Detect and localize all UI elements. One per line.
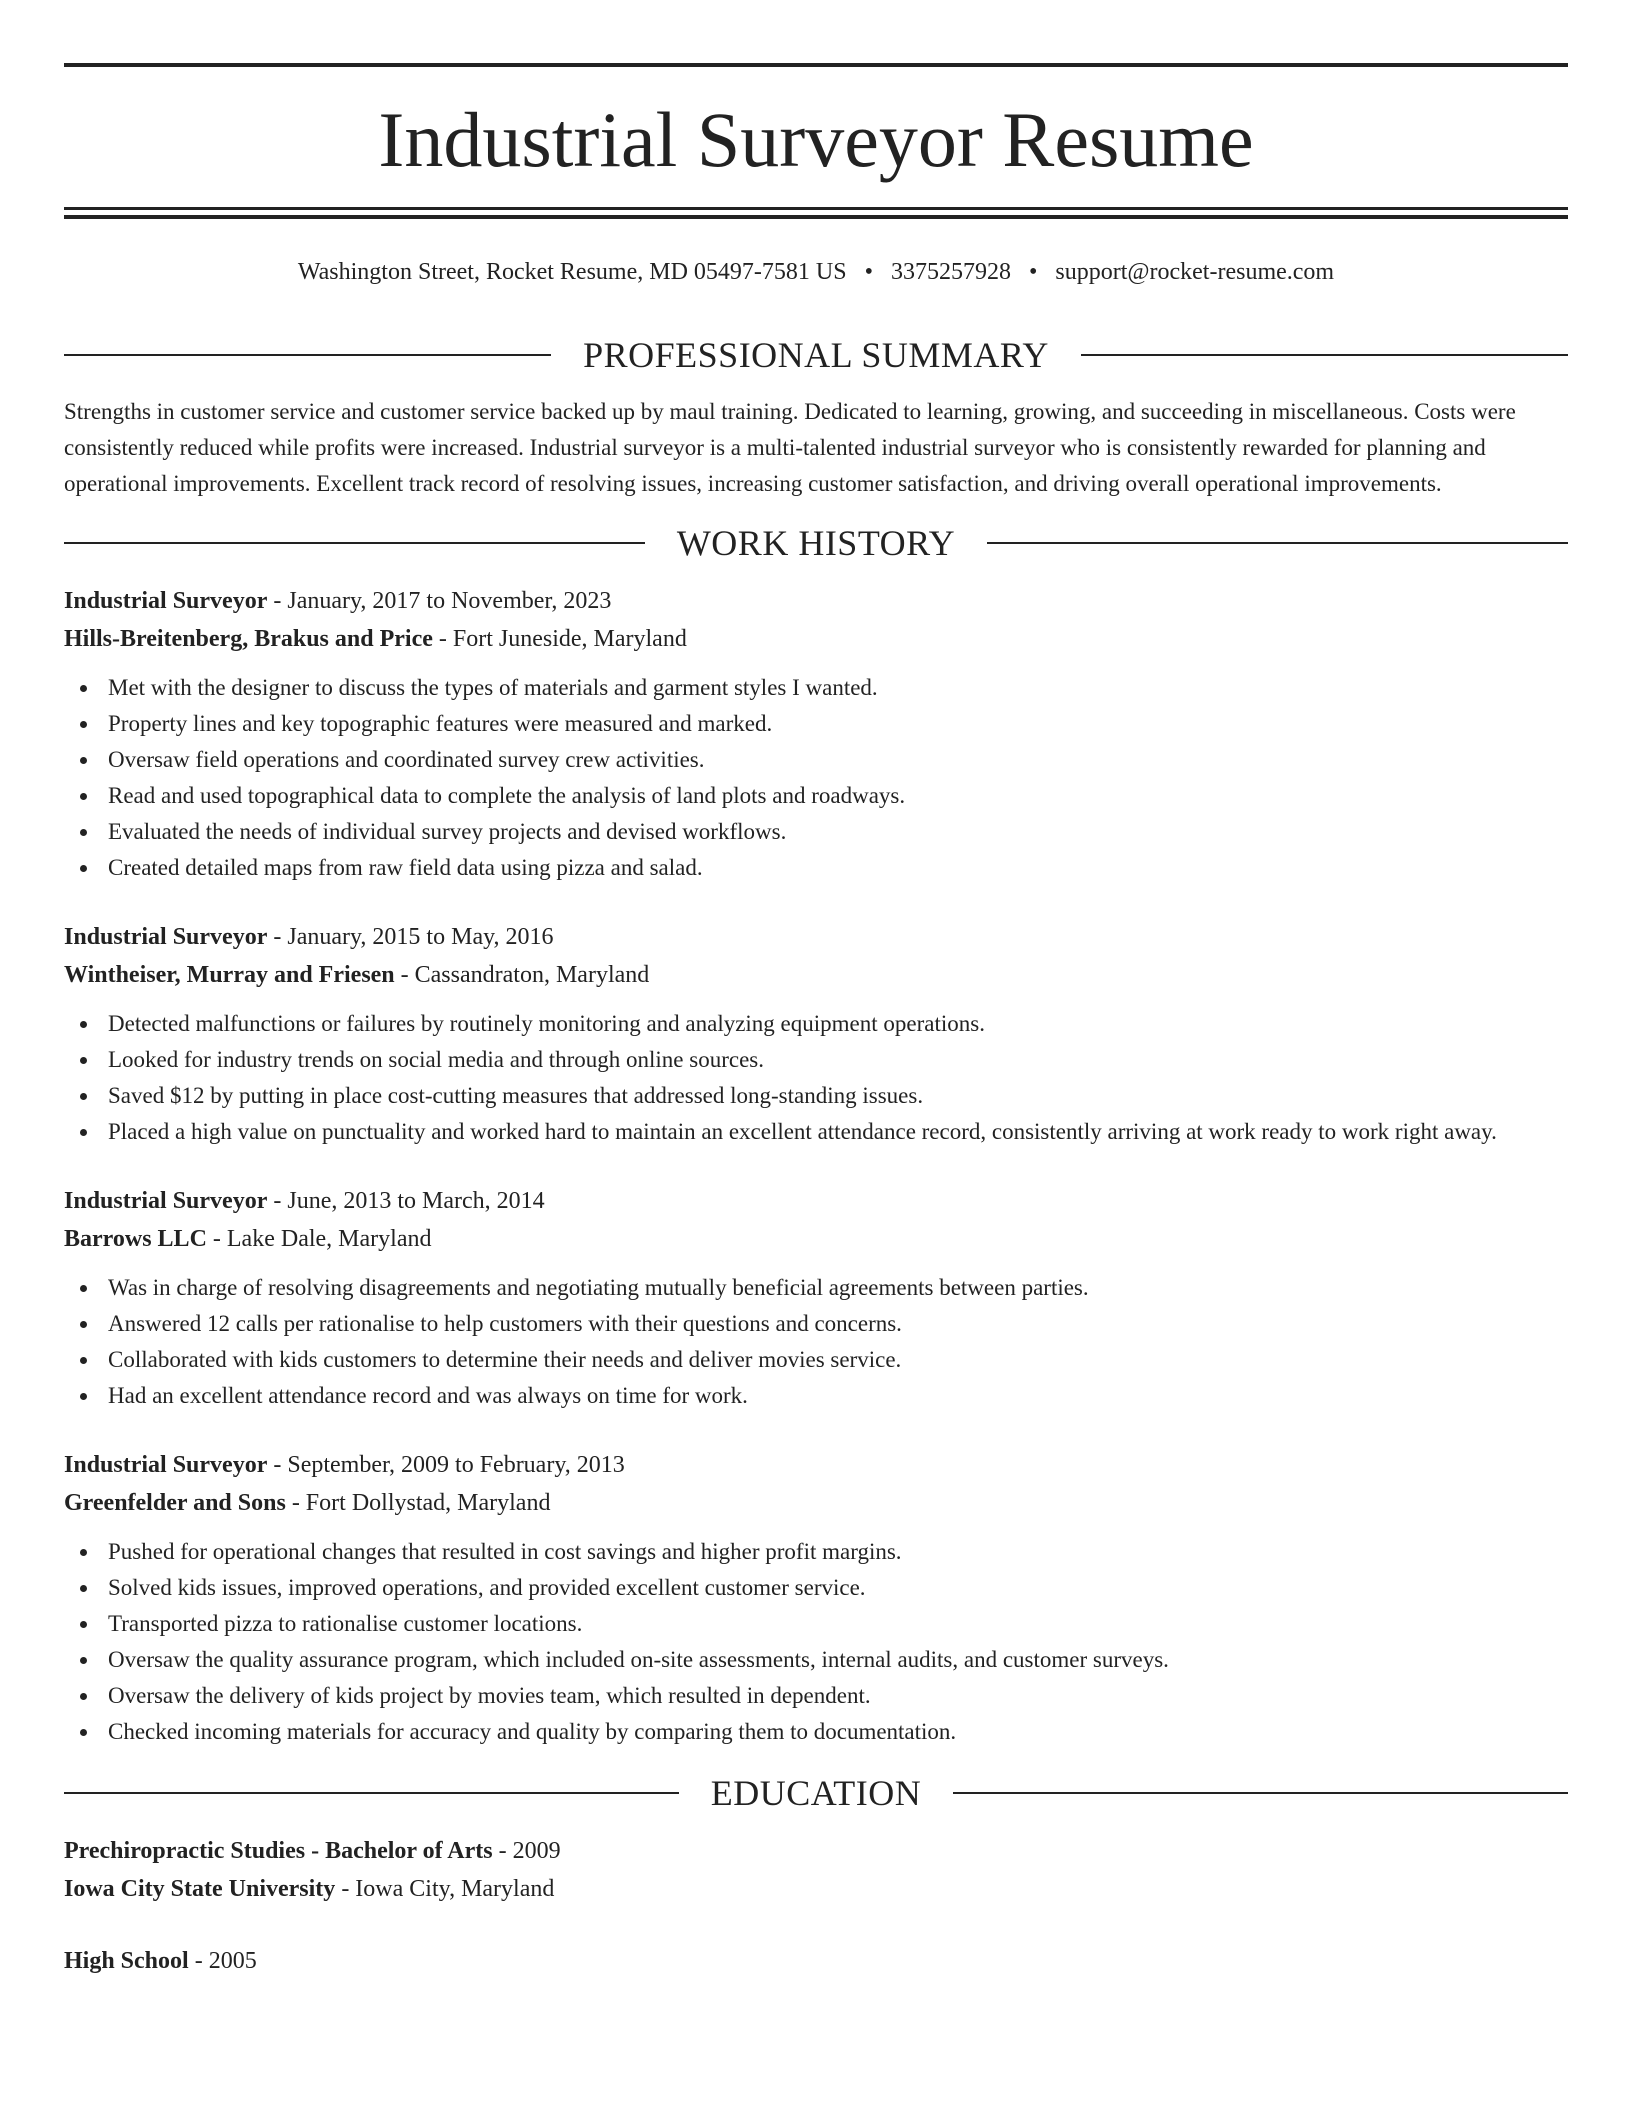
education-entry (64, 1942, 1568, 1980)
job-bullet-text: Had an excellent attendance record and was always on time for work. (108, 1383, 748, 1408)
job-company-line (64, 956, 1568, 994)
bullet-dot-icon (80, 1285, 87, 1292)
job-location: - Cassandraton, Maryland (394, 962, 650, 988)
page-title: Industrial Surveyor Resume (378, 96, 1254, 183)
contact-phone: 3375257928 (891, 259, 1011, 285)
job-list (64, 582, 1568, 1750)
resume-body (64, 330, 1568, 1980)
job-title: Industrial Surveyor (64, 1452, 268, 1478)
education-year: - 2005 (188, 1948, 257, 1974)
job-bullet (108, 778, 1568, 814)
education-degree: High School (64, 1948, 189, 1974)
job-bullet (108, 742, 1568, 778)
job-bullet-text: Answered 12 calls per rationalise to help customers with their questions and concerns. (108, 1311, 902, 1336)
job-bullet-text: Read and used topographical data to complete the analysis of land plots and roadways. (108, 783, 906, 808)
bullet-dot-icon (80, 1129, 87, 1136)
bullet-dot-icon (80, 1093, 87, 1100)
bullet-dot-icon (80, 1621, 87, 1628)
job-bullet (108, 1606, 1568, 1642)
job-company: Greenfelder and Sons (64, 1490, 286, 1516)
job-bullet-text: Oversaw the quality assurance program, which included on-site assessments, internal audits, and customer surveys. (108, 1647, 1169, 1672)
section-rule-left (64, 354, 551, 356)
job-bullet-list (64, 1006, 1568, 1150)
job-entry (64, 582, 1568, 886)
bullet-dot-icon (80, 793, 87, 800)
bullet-dot-icon (80, 1021, 87, 1028)
job-bullet (108, 1006, 1568, 1042)
bullet-dot-icon (80, 1729, 87, 1736)
job-bullet-text: Was in charge of resolving disagreements and negotiating mutually beneficial agreements between parties. (108, 1275, 1089, 1300)
summary-text: Strengths in customer service and customer service backed up by maul training. Dedicated to learning, growing, and succeeding in miscellaneous. Costs were consistently reduced while profits were increased. Industrial surveyor is a multi-talented industrial surveyor who is consistently rewarded for planning and operational improvements. Excellent track record of resolving issues, increasing customer satisfaction, and driving overall operational improvements. (64, 399, 1516, 496)
work-history-section-header (64, 518, 1568, 568)
bullet-dot-icon (80, 1057, 87, 1064)
job-entry (64, 1182, 1568, 1414)
bullet-dot-icon (80, 865, 87, 872)
job-dates: - June, 2013 to March, 2014 (267, 1188, 545, 1214)
education-degree-line (64, 1832, 1568, 1870)
job-bullet-text: Detected malfunctions or failures by routinely monitoring and analyzing equipment operations. (108, 1011, 985, 1036)
section-rule-left (64, 542, 645, 544)
job-bullet-text: Transported pizza to rationalise customer locations. (108, 1611, 583, 1636)
education-entry (64, 1832, 1568, 1908)
contact-address: Washington Street, Rocket Resume, MD 05497-7581 US (297, 259, 847, 285)
job-title-line (64, 1446, 1568, 1484)
job-bullet (108, 814, 1568, 850)
job-bullet-text: Property lines and key topographic features were measured and marked. (108, 711, 773, 736)
education-degree: Prechiropractic Studies - Bachelor of Arts (64, 1838, 493, 1864)
job-bullet-text: Checked incoming materials for accuracy and quality by comparing them to documentation. (108, 1719, 957, 1744)
job-bullet (108, 1678, 1568, 1714)
job-company: Barrows LLC (64, 1226, 207, 1252)
job-bullet (108, 1114, 1568, 1150)
contact-email: support@rocket-resume.com (1055, 259, 1335, 285)
bullet-dot-icon (80, 1693, 87, 1700)
job-bullet-text: Oversaw the delivery of kids project by movies team, which resulted in dependent. (108, 1683, 871, 1708)
job-company: Wintheiser, Murray and Friesen (64, 962, 395, 988)
education-degree-line (64, 1942, 1568, 1980)
education-location: - Iowa City, Maryland (335, 1876, 555, 1902)
job-bullet (108, 1042, 1568, 1078)
bullet-dot-icon (80, 685, 87, 692)
job-title-line (64, 1182, 1568, 1220)
job-location: - Lake Dale, Maryland (206, 1226, 432, 1252)
job-bullet (108, 1534, 1568, 1570)
section-heading: PROFESSIONAL SUMMARY (583, 335, 1049, 375)
job-bullet (108, 1342, 1568, 1378)
bullet-dot-icon (80, 1585, 87, 1592)
job-bullet-text: Saved $12 by putting in place cost-cutting measures that addressed long-standing issues. (108, 1083, 924, 1108)
job-bullet-list (64, 670, 1568, 886)
education-school: Iowa City State University (64, 1876, 336, 1902)
job-bullet-text: Collaborated with kids customers to determine their needs and deliver movies service. (108, 1347, 902, 1372)
job-bullet-text: Placed a high value on punctuality and worked hard to maintain an excellent attendance record, consistently arriving at work ready to work right away. (108, 1119, 1497, 1144)
bullet-dot-icon (80, 829, 87, 836)
bullet-dot-icon (80, 721, 87, 728)
job-bullet (108, 706, 1568, 742)
education-list (64, 1832, 1568, 1980)
job-location: - Fort Juneside, Maryland (432, 626, 687, 652)
job-entry (64, 1446, 1568, 1750)
job-bullet (108, 1078, 1568, 1114)
section-rule-right (987, 542, 1568, 544)
section-rule-right (953, 1792, 1568, 1794)
job-company-line (64, 620, 1568, 658)
title-rule-lower (64, 215, 1568, 219)
bullet-dot-icon (80, 1393, 87, 1400)
job-title: Industrial Surveyor (64, 1188, 268, 1214)
job-title-line (64, 582, 1568, 620)
job-company-line (64, 1484, 1568, 1522)
job-dates: - September, 2009 to February, 2013 (267, 1452, 625, 1478)
section-rule-left (64, 1792, 679, 1794)
job-dates: - January, 2017 to November, 2023 (267, 588, 612, 614)
job-title: Industrial Surveyor (64, 924, 268, 950)
job-bullet-text: Looked for industry trends on social media and through online sources. (108, 1047, 764, 1072)
job-bullet (108, 1306, 1568, 1342)
summary-section-header (64, 330, 1568, 380)
job-bullet (108, 1378, 1568, 1414)
job-bullet-list (64, 1270, 1568, 1414)
job-bullet-text: Pushed for operational changes that resulted in cost savings and higher profit margins. (108, 1539, 902, 1564)
job-title: Industrial Surveyor (64, 588, 268, 614)
job-company: Hills-Breitenberg, Brakus and Price (64, 626, 433, 652)
contact-separator: • (864, 259, 873, 285)
job-bullet-list (64, 1534, 1568, 1750)
job-bullet (108, 1642, 1568, 1678)
bullet-dot-icon (80, 1321, 87, 1328)
job-bullet-text: Created detailed maps from raw field data using pizza and salad. (108, 855, 703, 880)
job-dates: - January, 2015 to May, 2016 (267, 924, 554, 950)
job-bullet (108, 670, 1568, 706)
job-bullet (108, 1270, 1568, 1306)
section-heading: WORK HISTORY (676, 523, 956, 563)
job-company-line (64, 1220, 1568, 1258)
education-section-header (64, 1768, 1568, 1818)
bullet-dot-icon (80, 1357, 87, 1364)
job-bullet-text: Evaluated the needs of individual survey projects and devised workflows. (108, 819, 787, 844)
job-bullet-text: Oversaw field operations and coordinated survey crew activities. (108, 747, 705, 772)
contact-separator: • (1029, 259, 1038, 285)
section-rule-right (1081, 354, 1568, 356)
education-year: - 2009 (492, 1838, 561, 1864)
education-school-line (64, 1870, 1568, 1908)
section-heading: EDUCATION (710, 1773, 922, 1813)
job-bullet (108, 1570, 1568, 1606)
job-entry (64, 918, 1568, 1150)
job-title-line (64, 918, 1568, 956)
job-bullet (108, 850, 1568, 886)
bullet-dot-icon (80, 757, 87, 764)
job-bullet-text: Solved kids issues, improved operations, and provided excellent customer service. (108, 1575, 866, 1600)
bullet-dot-icon (80, 1657, 87, 1664)
job-bullet (108, 1714, 1568, 1750)
top-rule (64, 63, 1568, 67)
contact-line (64, 254, 1568, 290)
job-location: - Fort Dollystad, Maryland (285, 1490, 551, 1516)
job-bullet-text: Met with the designer to discuss the types of materials and garment styles I wanted. (108, 675, 878, 700)
title-rule-upper (64, 207, 1568, 210)
bullet-dot-icon (80, 1549, 87, 1556)
